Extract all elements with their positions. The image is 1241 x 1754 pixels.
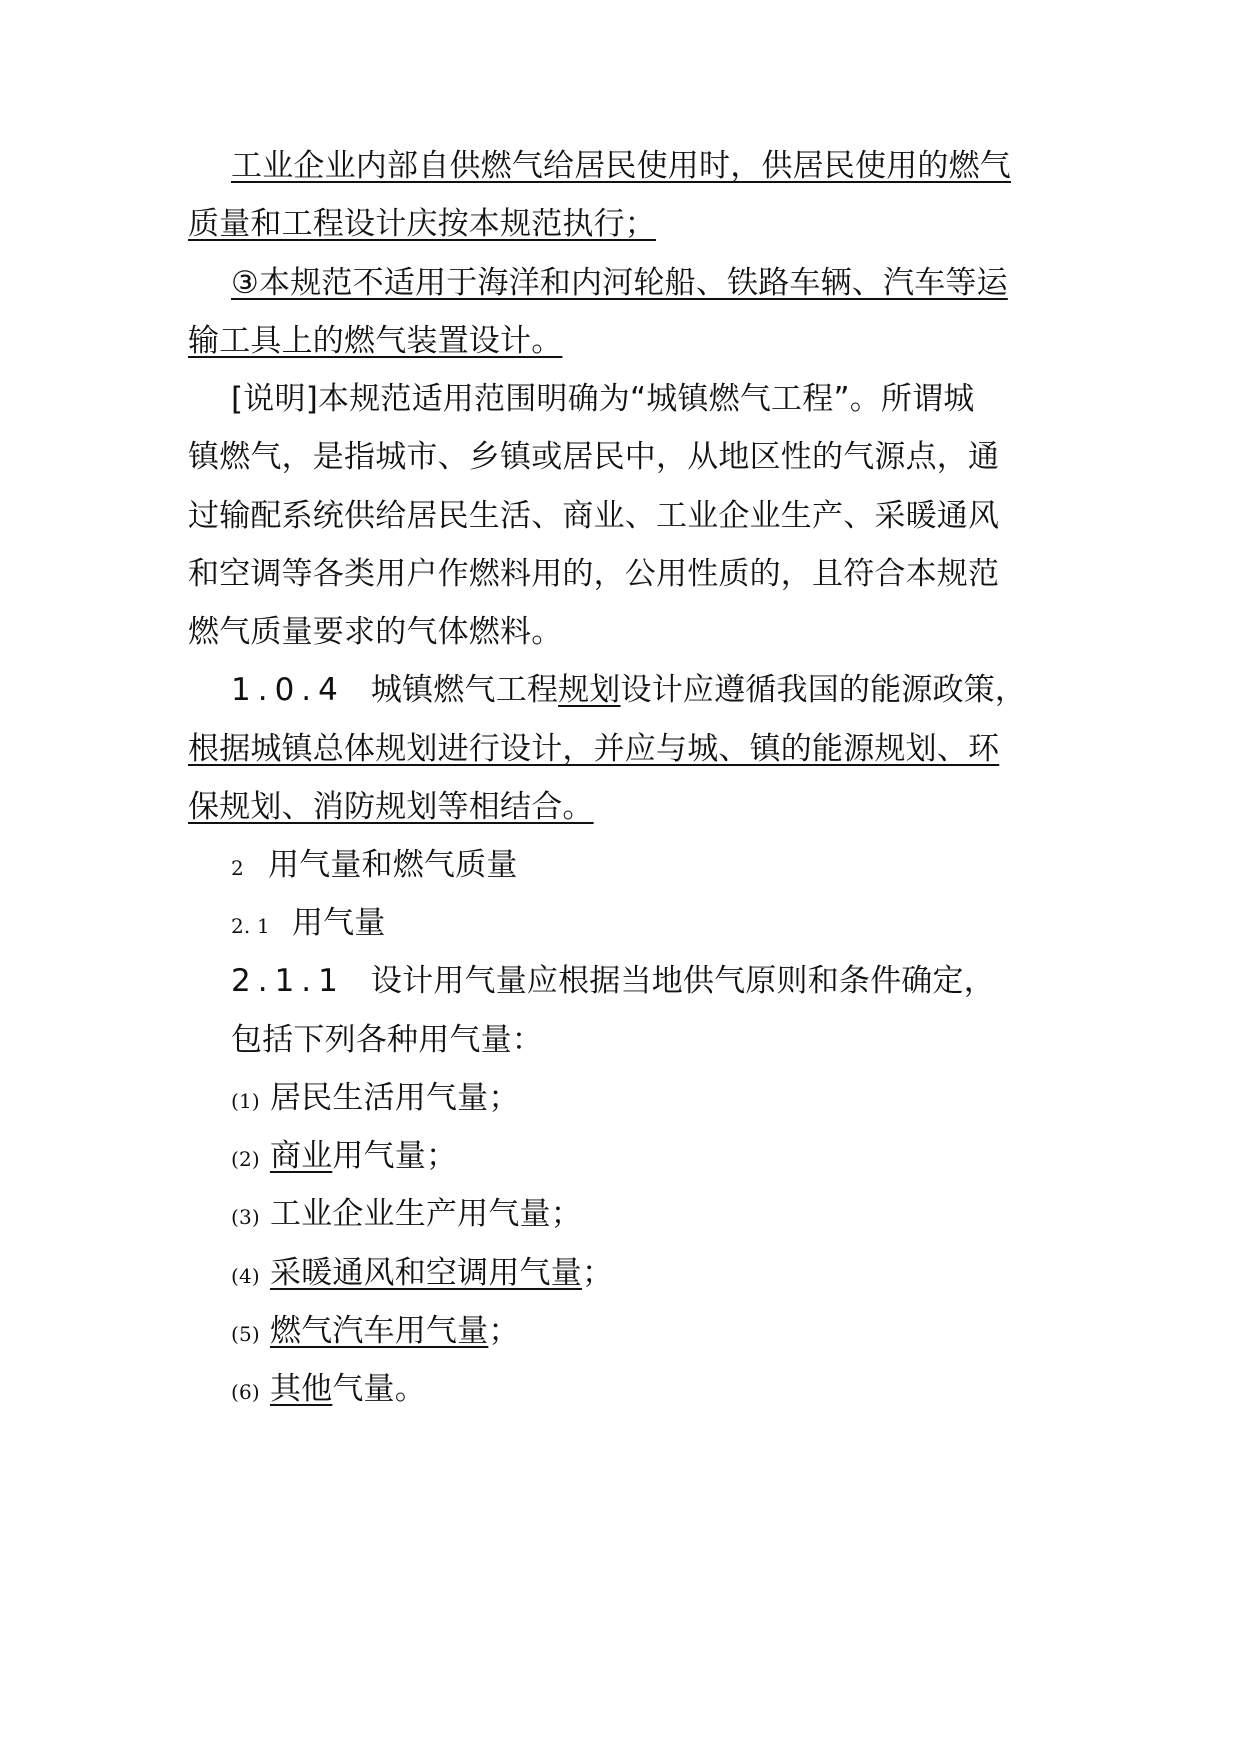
list-item — [231, 1369, 426, 1412]
para-1-line-2 — [188, 204, 656, 244]
list-item-underlined: 燃气汽车用气量 — [269, 1313, 489, 1349]
para-2-line-1 — [231, 263, 1008, 303]
list-item-number: (4) — [231, 1264, 260, 1288]
list-item-number: (1) — [231, 1089, 260, 1113]
clause-2-1-1-line-2: 包括下列各种用气量： — [231, 1022, 543, 1058]
list-item-text: 气量。 — [332, 1371, 426, 1407]
list-item — [231, 1311, 520, 1354]
para-2-line-2-text: 输工具上的燃气装置设计。 — [188, 323, 563, 359]
list-item-text: ； — [488, 1313, 520, 1349]
list-item-underlined: 其他 — [269, 1371, 333, 1407]
clause-1-0-4-line-3-text: 保规划、消防规划等相结合。 — [188, 789, 594, 825]
clause-1-0-4-text-a: 城镇燃气工程 — [370, 672, 559, 708]
list-item-text: 用气量； — [332, 1138, 458, 1174]
clause-1-0-4-line-1 — [231, 670, 1026, 710]
clause-number: 1.0.4 — [231, 672, 345, 708]
list-item — [231, 1194, 582, 1237]
list-item-number: (6) — [231, 1380, 260, 1404]
clause-1-0-4-line-3 — [188, 787, 594, 827]
clause-2-1-1-text: 设计用气量应根据当地供气原则和条件确定， — [370, 963, 995, 999]
list-item-text: 工业企业生产用气量； — [269, 1196, 582, 1232]
subsection-title: 用气量 — [291, 905, 386, 941]
para-2-line-1-text: ③本规范不适用于海洋和内河轮船、铁路车辆、汽车等运 — [231, 265, 1008, 301]
section-title: 用气量和燃气质量 — [267, 847, 518, 883]
clause-2-1-1-line-1 — [231, 961, 995, 1001]
clause-number: 2.1.1 — [231, 963, 345, 999]
subsection-number: 2. 1 — [231, 914, 270, 938]
list-item-text: 居民生活用气量； — [269, 1080, 520, 1116]
para-1-line-1 — [231, 146, 1011, 186]
para-1-line-1-text: 工业企业内部自供燃气给居民使用时，供居民使用的燃气 — [231, 148, 1011, 184]
section-heading-2 — [231, 845, 518, 888]
explanation-line-2: 镇燃气，是指城市、乡镇或居民中，从地区性的气源点，通 — [188, 439, 1000, 475]
explanation-line-5: 燃气质量要求的气体燃料。 — [188, 614, 563, 650]
clause-1-0-4-line-2 — [188, 729, 999, 769]
list-item — [231, 1253, 613, 1296]
list-item-number: (3) — [231, 1205, 260, 1229]
clause-1-0-4-text-c: 设计应遵循我国的能源政策， — [620, 672, 1027, 708]
explanation-line-1: [说明]本规范适用范围明确为“城镇燃气工程”。所谓城 — [231, 381, 975, 417]
explanation-line-3: 过输配系统供给居民生活、商业、工业企业生产、采暖通风 — [188, 498, 1000, 534]
para-1-line-2-text: 质量和工程设计庆按本规范执行； — [188, 206, 656, 242]
section-heading-2-1 — [231, 903, 386, 946]
clause-1-0-4-line-2-text: 根据城镇总体规划进行设计，并应与城、镇的能源规划、环 — [188, 731, 1000, 767]
section-number: 2 — [231, 856, 244, 880]
list-item — [231, 1136, 457, 1179]
list-item-number: (5) — [231, 1322, 260, 1346]
list-item-text: ； — [581, 1255, 614, 1291]
list-item-underlined: 商业 — [269, 1138, 333, 1174]
clause-1-0-4-text-b: 规划 — [558, 672, 621, 708]
para-2-line-2 — [188, 321, 562, 361]
explanation-line-4: 和空调等各类用户作燃料用的，公用性质的，且符合本规范 — [188, 556, 1000, 592]
list-item — [231, 1078, 520, 1121]
list-item-underlined: 采暖通风和空调用气量 — [269, 1255, 582, 1291]
list-item-number: (2) — [231, 1147, 260, 1171]
